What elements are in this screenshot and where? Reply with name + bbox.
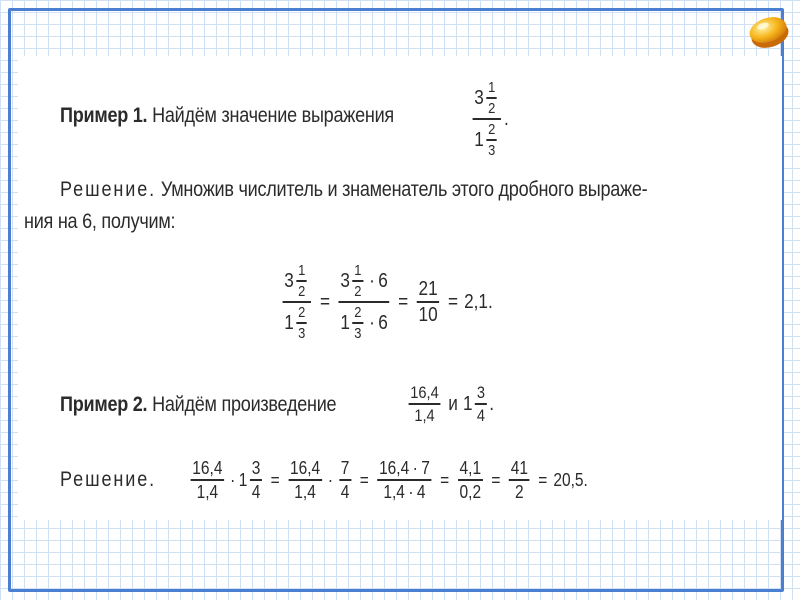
denominator: 10 [418, 304, 438, 326]
equals-sign: = [270, 469, 280, 490]
numerator: 2 [354, 304, 362, 321]
fraction-16-4-over-1-4 [409, 384, 441, 424]
fraction [486, 80, 497, 116]
fraction [475, 384, 487, 424]
fraction-bar [339, 479, 351, 481]
example1-expression [470, 74, 509, 164]
solution1-line2 [24, 210, 175, 234]
example2-line [60, 393, 336, 417]
whole-part: 3 [474, 87, 484, 109]
solution2-label: Решение. [60, 468, 157, 491]
numerator: 16,4 [289, 458, 321, 478]
fraction-c [288, 459, 322, 501]
whole-part: 1 [284, 312, 294, 334]
denominator: 1,4 [294, 482, 316, 502]
mixed-number [239, 459, 265, 501]
multiplier: 6 [378, 270, 388, 292]
fraction-bar [486, 139, 497, 141]
example1-text: Найдём значение выражения [152, 104, 394, 127]
solution1-text-line2: ния на 6, получим: [24, 210, 176, 233]
example2-label: Пример 2. [60, 393, 148, 416]
multiply-sign: · [412, 458, 418, 478]
fraction [250, 459, 262, 501]
fraction-bar [191, 479, 225, 481]
multiply-sign: · [327, 469, 334, 490]
period: . [489, 392, 495, 415]
numerator: 3 [251, 458, 261, 478]
multiplier: 6 [378, 312, 388, 334]
denominator: 4 [340, 482, 350, 502]
fraction-e [377, 459, 431, 501]
multiply-sign: · [230, 469, 236, 490]
solution2-equation [188, 454, 588, 506]
fraction-bar [473, 118, 502, 120]
fraction-bar [409, 403, 441, 405]
fraction-bar [458, 479, 483, 481]
equals-sign: = [319, 290, 331, 313]
solution2-line [60, 468, 156, 492]
example1-line [60, 104, 394, 128]
numerator: 41 [510, 458, 528, 478]
solution1-text-line1: Умножив числитель и знаменатель этого дробного выраже- [160, 178, 648, 201]
result: 2,1. [464, 290, 493, 313]
solution1-equation [280, 252, 493, 352]
denominator: 1,4 [414, 406, 435, 425]
whole-part: 3 [340, 270, 350, 292]
and-word: и [448, 392, 458, 415]
whole-part: 1 [340, 312, 350, 334]
denominator: 2 [515, 482, 524, 502]
denominator: 3 [354, 325, 362, 342]
numerator: 16,4 [410, 383, 439, 402]
multiply-sign: · [408, 482, 414, 502]
multiply-sign: · [369, 270, 375, 292]
denominator-factor: 1,4 [383, 482, 405, 502]
denominator: 3 [488, 142, 496, 159]
numerator: 2 [488, 121, 496, 138]
solution1-line1 [60, 178, 647, 202]
denominator: 4 [476, 406, 485, 425]
compound-fraction [473, 80, 502, 158]
mixed-number [474, 122, 499, 158]
result: 20,5. [553, 469, 588, 490]
numerator: 3 [476, 383, 485, 402]
numerator: 1 [488, 79, 496, 96]
fraction-a [191, 459, 225, 501]
equals-sign: = [440, 469, 450, 490]
whole-part: 1 [462, 392, 473, 415]
fraction-21-10 [417, 279, 440, 325]
denominator-factor: 4 [416, 482, 426, 502]
equals-sign: = [359, 469, 369, 490]
numerator: 7 [340, 458, 350, 478]
equals-sign: = [538, 469, 548, 490]
fraction-bar [339, 301, 390, 303]
numerator: 2 [298, 304, 306, 321]
compound-fraction-times-6 [339, 263, 390, 341]
fraction-bar [509, 479, 530, 481]
gold-coin-icon [746, 12, 792, 50]
numerator-factor: 16,4 [379, 458, 410, 478]
equals-sign: = [398, 290, 409, 313]
period: . [503, 107, 509, 130]
fraction-bar [283, 301, 312, 303]
fraction [486, 122, 497, 158]
fraction-bar [486, 97, 497, 99]
textbook-page [18, 56, 782, 520]
denominator: 4 [251, 482, 261, 502]
denominator: 0,2 [459, 482, 482, 502]
denominator: 2 [354, 283, 362, 300]
example2-text: Найдём произведение [152, 393, 337, 416]
equals-sign: = [448, 290, 459, 313]
mixed-number [474, 80, 499, 116]
solution1-label: Решение. [60, 178, 157, 201]
denominator: 2 [488, 100, 496, 117]
fraction-g [509, 459, 530, 501]
fraction-bar [250, 479, 262, 481]
example2-expression [406, 378, 494, 430]
numerator: 4,1 [459, 458, 482, 478]
denominator: 1,4 [196, 482, 219, 502]
fraction-bar [377, 479, 431, 481]
denominator: 2 [298, 283, 306, 300]
numerator: 21 [418, 278, 438, 300]
numerator: 1 [354, 262, 362, 279]
numerator-factor: 7 [421, 458, 430, 478]
numerator: 1 [298, 262, 306, 279]
mixed-number [463, 384, 489, 424]
whole-part: 3 [284, 270, 294, 292]
fraction-bar [475, 403, 487, 405]
compound-fraction [283, 263, 312, 341]
fraction-d [339, 459, 351, 501]
denominator: 3 [298, 325, 306, 342]
equals-sign: = [491, 469, 501, 490]
example1-label: Пример 1. [60, 104, 148, 127]
fraction-bar [417, 301, 440, 303]
whole-part: 1 [238, 469, 248, 490]
numerator: 16,4 [192, 458, 223, 478]
fraction-f [458, 459, 483, 501]
whole-part: 1 [474, 129, 484, 151]
fraction-bar [288, 479, 322, 481]
multiply-sign: · [369, 312, 375, 334]
